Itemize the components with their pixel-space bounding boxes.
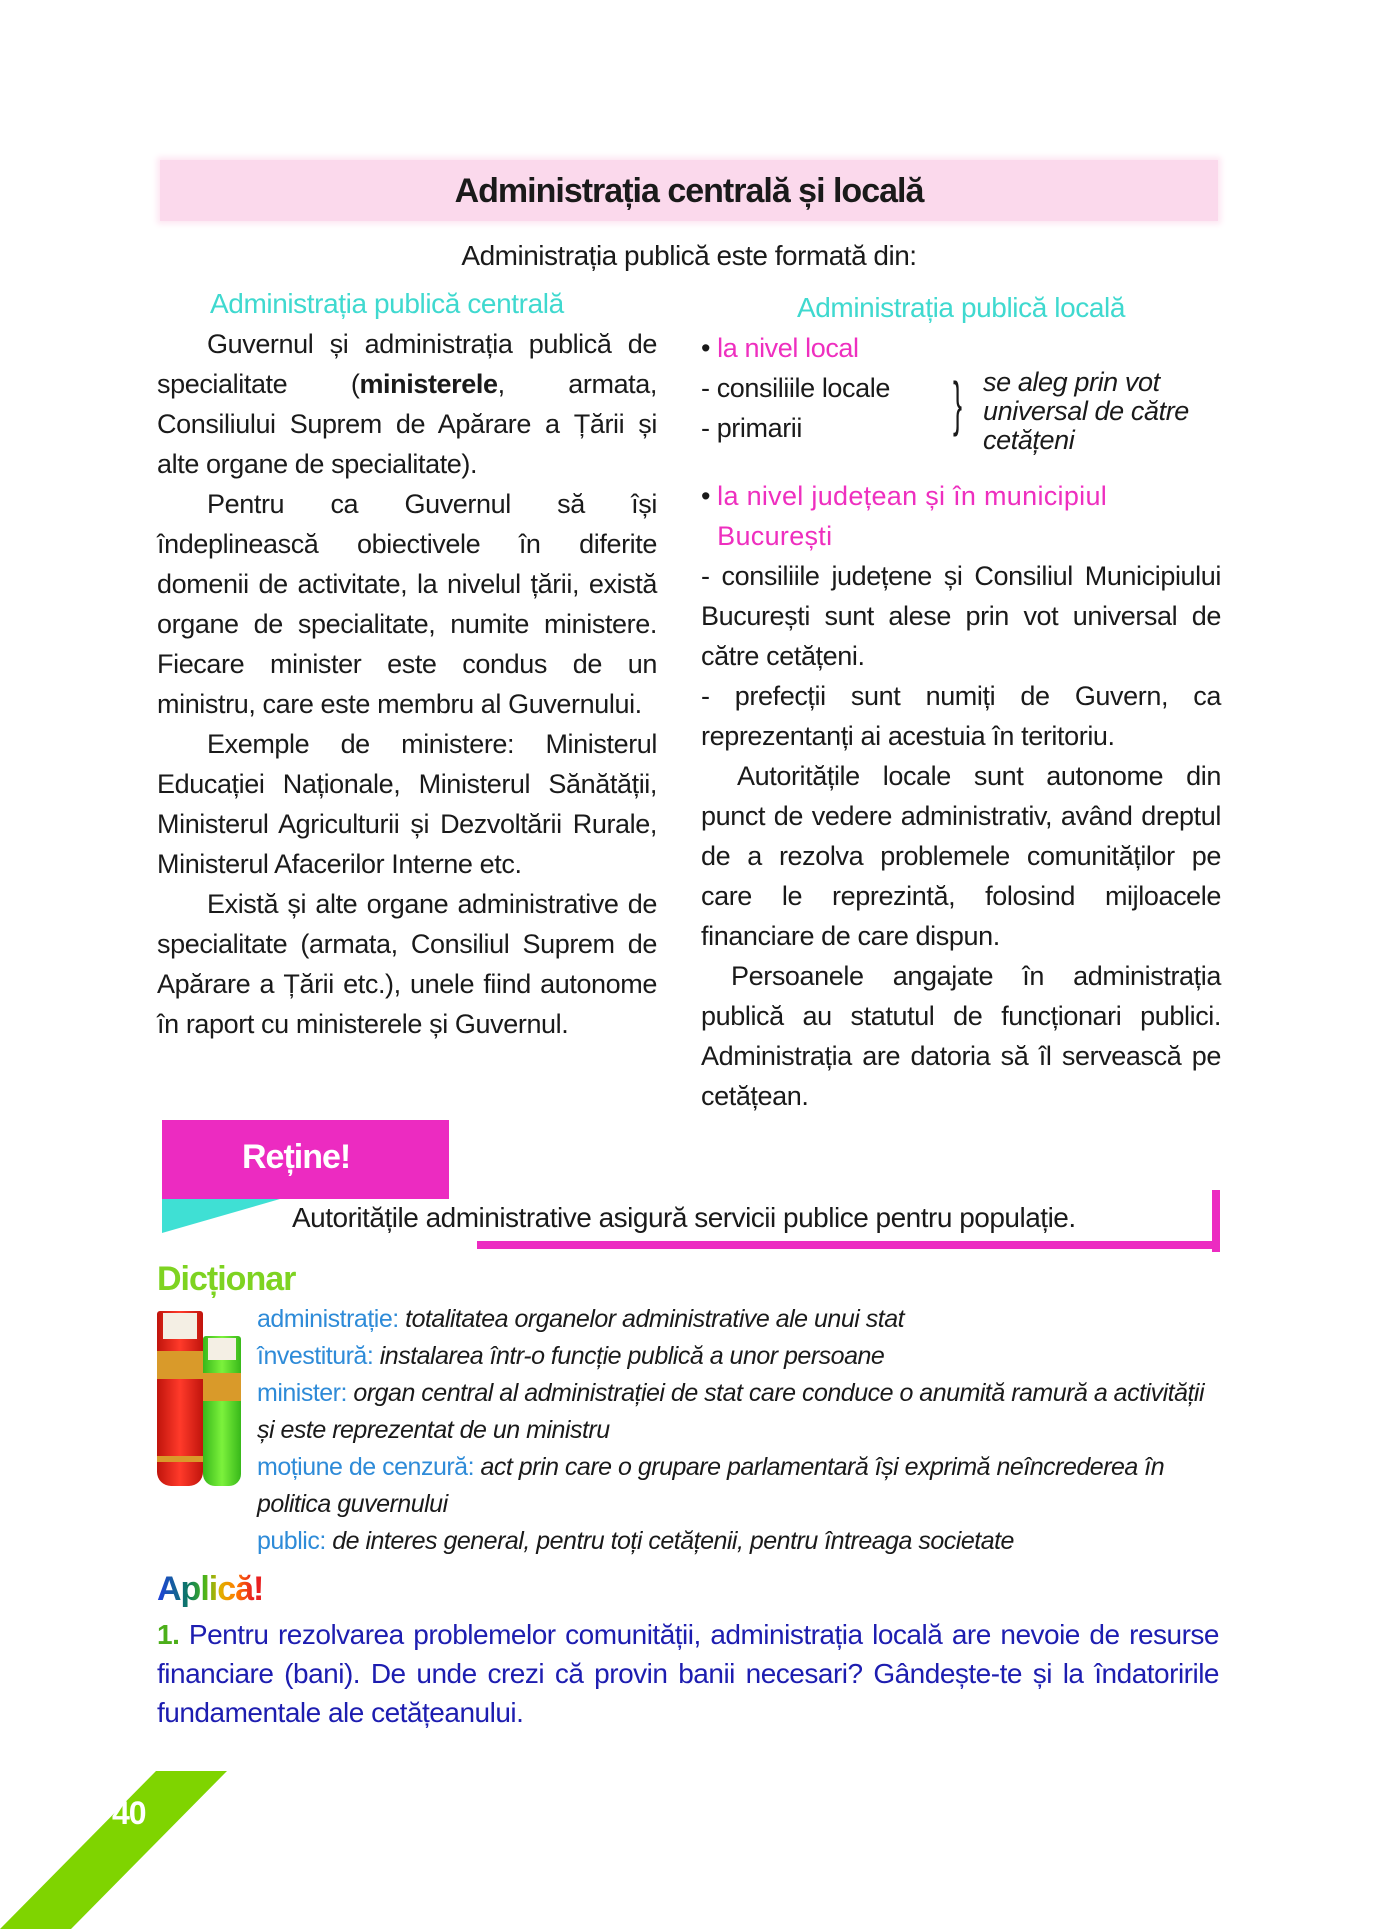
paragraph <box>157 324 657 484</box>
paragraph: Persoanele angajate în administrația publică au statutul de funcționari publici. Administrația are datoria să îl servească pe cetățean. <box>701 961 1221 1111</box>
retine-pointer <box>162 1199 280 1233</box>
question-number: 1. <box>157 1619 180 1650</box>
list-item: - primarii <box>701 413 802 443</box>
bold-term: ministerele <box>359 369 498 399</box>
paragraph: Autoritățile locale sunt autonome din punct de vedere administrativ, având dreptul de a rezolva problemele comunităților pe care le reprezintă, folosind mijloacele financiare de care dispun. <box>701 761 1221 951</box>
page-title: Administrația centrală și locală <box>454 172 924 210</box>
paragraph: - prefecții sunt numiți de Guvern, ca reprezentanți ai acestuia în teritoriu. <box>701 681 1221 751</box>
exercise-question <box>157 1615 1219 1732</box>
bullet-text: la nivel local <box>717 333 859 363</box>
left-column <box>157 284 657 1044</box>
right-column <box>701 288 1221 1116</box>
definition: totalitatea organelor administrative ale unui stat <box>405 1305 905 1333</box>
term: minister: <box>257 1379 347 1407</box>
bullet-icon: • <box>701 333 718 363</box>
bar-decoration <box>1212 1190 1220 1252</box>
definition: de interes general, pentru toți cetățenii, pentru întreaga societate <box>332 1527 1014 1555</box>
central-heading: Administrația publică centrală <box>210 288 564 319</box>
term: învestitură: <box>257 1342 374 1370</box>
dictionary-entry <box>257 1449 1221 1523</box>
dictionary-entry <box>257 1375 1221 1449</box>
term: public: <box>257 1527 326 1555</box>
local-heading: Administrația publică locală <box>796 292 1126 323</box>
text: , armata, Consiliului Suprem de Apărare a Țării și alte organe de specialitate). <box>157 369 657 479</box>
term: administrație: <box>257 1305 399 1333</box>
definition: organ central al administrației de stat care conduce o anumită ramură a activității și este reprezentat de un ministru <box>257 1379 1205 1444</box>
dictionary-section <box>157 1301 1221 1560</box>
bullet-county <box>701 476 1221 556</box>
term: moțiune de cenzură: <box>257 1453 475 1481</box>
books-icon <box>157 1311 242 1486</box>
brace-icon: } <box>953 370 962 437</box>
underline-decoration <box>477 1241 1220 1249</box>
brace-note: se aleg prin vot universal de către cetățeni <box>983 367 1189 455</box>
retine-box <box>162 1120 449 1199</box>
paragraph: Pentru ca Guvernul să își îndeplinească obiectivele în diferite domenii de activitate, la nivelul țării, există organe de specialitate, numite ministere. Fiecare minister este condus de un ministru, care este membru al Guvernului. <box>157 489 657 719</box>
definition: instalarea într-o funcție publică a unor persoane <box>379 1342 885 1370</box>
paragraph: - consiliile județene și Consiliul Municipiului București sunt alese prin vot universal de către cetățeni. <box>701 561 1221 671</box>
page-content <box>157 284 1221 1732</box>
local-bodies <box>701 368 1221 458</box>
retine-section <box>157 1120 1221 1252</box>
dictionary-list <box>257 1301 1221 1560</box>
retine-label: Reține! <box>242 1138 351 1176</box>
retine-text: Autoritățile administrative asigură servicii publice pentru populație. <box>292 1202 1076 1233</box>
intro-text: Administrația publică este formată din: <box>461 240 917 271</box>
text: Guvernul și administrația publică de specialitate ( <box>157 329 657 399</box>
dictionary-title: Dicționar <box>157 1260 296 1298</box>
paragraph: Există și alte organe administrative de specialitate (armata, Consiliul Suprem de Apărare a Țării etc.), unele fiind autonome în raport cu ministerele și Guvernul. <box>157 889 657 1039</box>
bullet-icon: • <box>701 481 718 511</box>
two-columns <box>157 284 1221 1116</box>
page-number: 40 <box>112 1795 146 1831</box>
dictionary-entry <box>257 1338 1221 1375</box>
dictionary-entry <box>257 1523 1221 1560</box>
dictionary-entry <box>257 1301 1221 1338</box>
paragraph: Exemple de ministere: Ministerul Educației Naționale, Ministerul Sănătății, Ministerul Agriculturii și Dezvoltării Rurale, Ministerul Afacerilor Interne etc. <box>157 729 657 879</box>
definition: act prin care o grupare parlamentară își exprimă neîncrederea în politica guvernului <box>257 1453 1165 1518</box>
aplica-title: Aplică! <box>157 1570 264 1608</box>
list-item: - consiliile locale <box>701 373 890 403</box>
question-text: Pentru rezolvarea problemelor comunității, administrația locală are nevoie de resurse financiare (bani). De unde crezi că provin banii necesari? Gândește-te și la îndatoririle fundamentale ale cetățeanului. <box>157 1619 1220 1728</box>
bullet-text: la nivel județean și în municipiul București <box>717 481 1108 551</box>
bullet-local <box>701 328 1221 368</box>
